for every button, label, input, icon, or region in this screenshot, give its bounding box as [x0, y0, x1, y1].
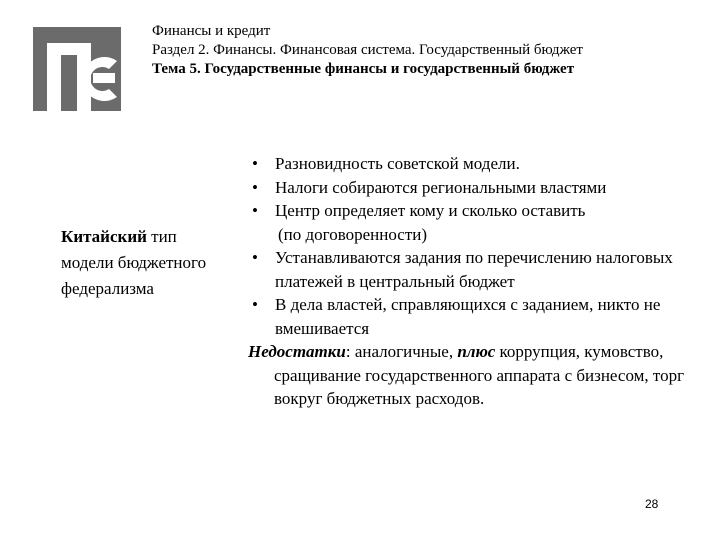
bullet-text: Разновидность советской модели.	[275, 154, 520, 173]
ps-logo-icon	[33, 27, 121, 111]
bullet-text: Налоги собираются региональными властями	[275, 177, 607, 197]
page-number: 28	[645, 497, 659, 511]
slide-header	[152, 22, 672, 79]
bullet-item	[248, 176, 688, 200]
drawbacks-label: Недостатки	[248, 342, 346, 361]
bullet-item	[248, 152, 688, 176]
bullet-item	[248, 199, 688, 223]
drawbacks-text-2: коррупция, кумовство, сращивание государственного аппарата с бизнесом, торг вокруг бюджетных расходов.	[274, 342, 685, 408]
drawbacks-paragraph	[248, 340, 688, 411]
model-title-bold: Китайский	[61, 227, 147, 246]
bullet-marker: •	[252, 295, 258, 314]
bullet-marker: •	[252, 154, 258, 173]
bullet-text: В дела властей, справляющихся с заданием, никто не вмешивается	[275, 295, 661, 338]
bullet-item	[248, 293, 688, 340]
drawbacks-plus: плюс	[457, 342, 496, 361]
bullet-continuation: (по договоренности)	[278, 224, 428, 244]
bullet-text: Устанавливаются задания по перечислению налоговых платежей в центральный бюджет	[275, 248, 673, 291]
bullet-marker: •	[252, 248, 258, 267]
bullet-text: Центр определяет кому и сколько оставить	[275, 201, 586, 220]
section-title: Раздел 2. Финансы. Финансовая система. Государственный бюджет	[152, 42, 583, 58]
bullet-marker: •	[252, 177, 258, 197]
bullet-marker: •	[252, 201, 258, 220]
model-title	[61, 224, 221, 302]
bullet-item	[248, 246, 688, 293]
course-title: Финансы и кредит	[152, 23, 271, 39]
model-title-rest: тип модели бюджетного федерализма	[61, 227, 207, 298]
bullet-list	[248, 152, 688, 411]
topic-title: Тема 5. Государственные финансы и государственный бюджет	[152, 61, 575, 77]
drawbacks-text-1: : аналогичные,	[345, 342, 458, 361]
